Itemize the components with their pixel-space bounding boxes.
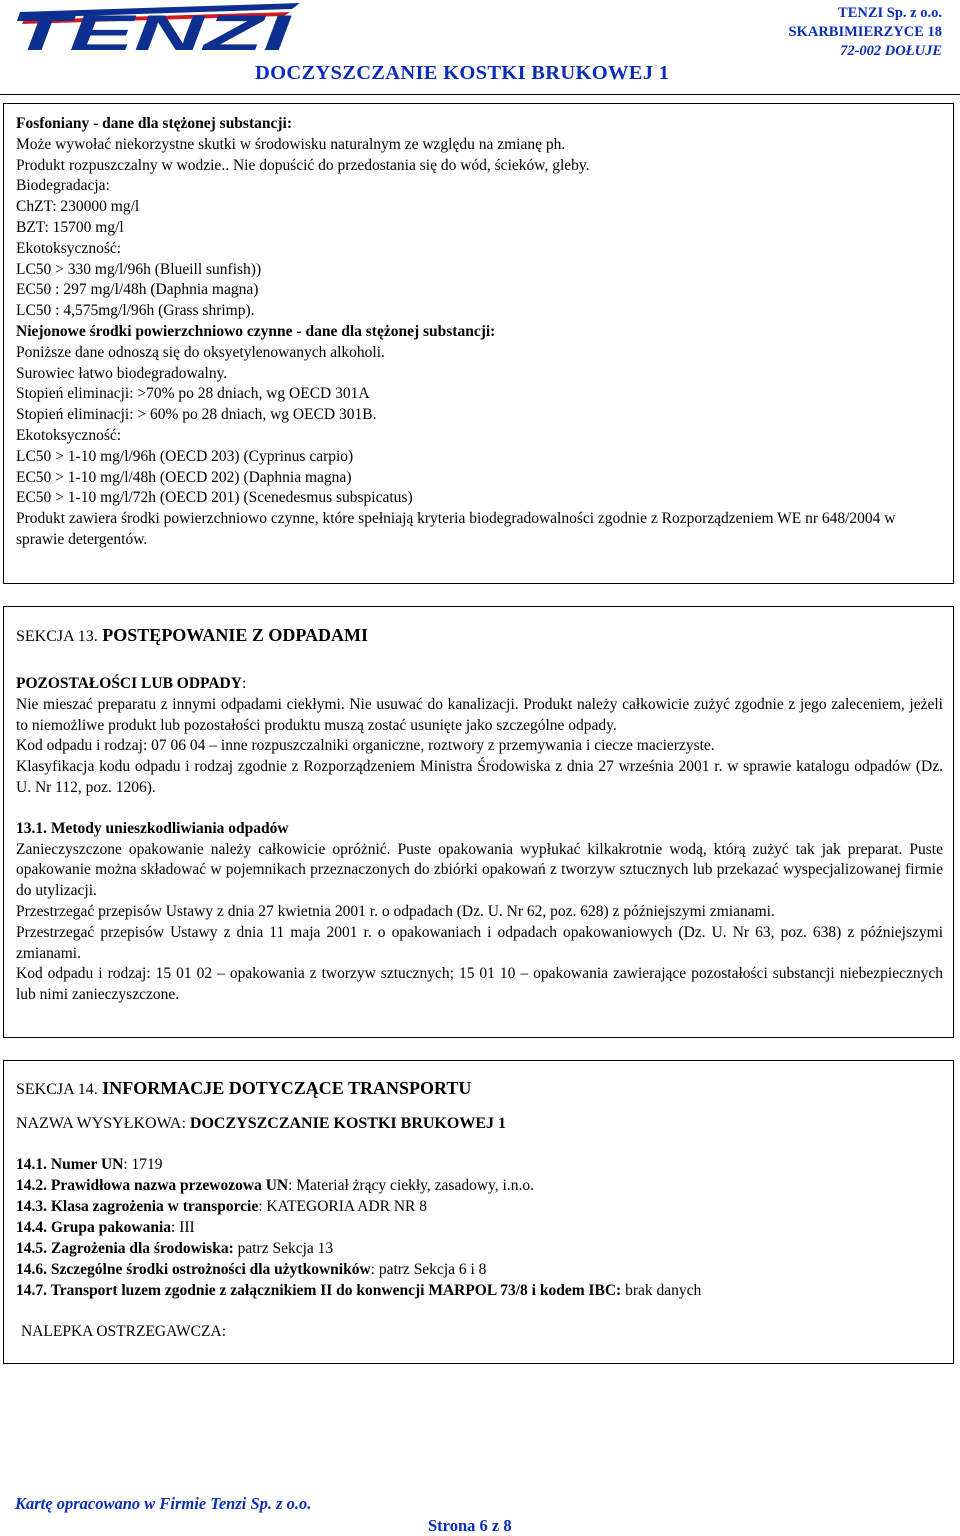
nonionic-heading: Niejonowe środki powierzchniowo czynne - dane dla stężonej substancji: [16,322,496,340]
section-13-heading [16,622,943,650]
item-label: 14.1. Numer UN [16,1156,124,1173]
text-line: Stopień eliminacji: > 60% po 28 dniach, wg OECD 301B. [16,406,377,424]
company-street: SKARBIMIERZYCE 18 [788,24,942,40]
text-line: Ekotoksyczność: [16,239,122,257]
document-title: DOCZYSZCZANIE KOSTKI BRUKOWEJ 1 [255,62,670,84]
warning-label-heading: NALEPKA OSTRZEGAWCZA [21,1323,222,1340]
text-line: Surowiec łatwo biodegradowalny. [16,364,228,382]
transport-item-shipping-name [16,1175,943,1196]
item-label: 14.6. Szczególne środki ostrożności dla użytkowników [16,1261,371,1278]
item-value: : patrz Sekcja 6 i 8 [370,1261,487,1278]
residues-heading: POZOSTAŁOŚCI LUB ODPADY [16,675,242,692]
transport-item-hazard-class [16,1196,943,1217]
item-label: 14.5. Zagrożenia dla środowiska: [16,1240,234,1257]
text-line: EC50 > 1-10 mg/l/72h (OECD 201) (Scenedesmus subspicatus) [16,489,413,507]
text-line: LC50 : 4,575mg/l/96h (Grass shrimp). [16,302,255,320]
ecology-info-box [3,103,954,584]
disposal-methods-heading: 13.1. Metody unieszkodliwiania odpadów [16,819,289,837]
text-line: LC50 > 1-10 mg/l/96h (OECD 203) (Cyprinus carpio) [16,447,354,465]
transport-item-bulk [16,1280,943,1301]
item-value: : 1719 [123,1156,163,1173]
page-number: Strona 6 z 8 [428,1516,512,1535]
detergent-compliance-text: Produkt zawiera środki powierzchniowo czynne, które spełniają kryteria biodegradowalności zgodnie z Rozporządzeniem WE nr 648/2004 w sprawie detergentów. [16,510,896,548]
text-line: BZT: 15700 mg/l [16,218,124,236]
text-line: LC50 > 330 mg/l/96h (Blueill sunfish)) [16,260,262,278]
text-line: Poniższe dane odnoszą się do oksyetylenowanych alkoholi. [16,343,385,361]
residues-colon: : [241,675,247,692]
section-14-box [3,1060,954,1364]
transport-item-precautions [16,1259,943,1280]
text-line: Biodegradacja: [16,177,110,195]
section-13-title: POSTĘPOWANIE Z ODPADAMI [102,625,368,645]
tenzi-logo [0,0,300,52]
company-city: 72-002 DOŁUJE [840,43,942,59]
transport-item-un-number [16,1154,943,1175]
law-packaging-text: Przestrzegać przepisów Ustawy z dnia 11 maja 2001 r. o opakowaniach i odpadach opakowaniowych (Dz. U. Nr 63, poz. 638) z późniejszymi zmianami. [16,923,943,962]
item-value: : KATEGORIA ADR NR 8 [258,1198,428,1215]
text-line: ChZT: 230000 mg/l [16,198,140,216]
logo-text: TENZI [10,5,293,52]
text-line: EC50 : 297 mg/l/48h (Daphnia magna) [16,281,259,299]
section-14-number: SEKCJA 14. [16,1081,98,1098]
section-14-title: INFORMACJE DOTYCZĄCE TRANSPORTU [102,1078,472,1098]
item-value: : III [171,1219,195,1236]
section-14-heading [16,1075,943,1103]
waste-code-text: Kod odpadu i rodzaj: 07 06 04 – inne rozpuszczalniki organiczne, roztwory z przemywania i ciecze macierzyste. [16,737,715,755]
item-label: 14.4. Grupa pakowania [16,1219,172,1236]
classification-text: Klasyfikacja kodu odpadu i rodzaj zgodnie z Rozporządzeniem Ministra Środowiska z dnia 27 września 2001 r. w sprawie katalogu odpadów (Dz. U. Nr 112, poz. 1206). [16,758,943,796]
section-13-number: SEKCJA 13. [16,628,98,645]
text-line: EC50 > 1-10 mg/l/48h (OECD 202) (Daphnia magna) [16,468,352,486]
item-value: brak danych [621,1282,702,1299]
section-13-box [3,606,954,1038]
transport-item-environmental [16,1238,943,1259]
text-line: Może wywołać niekorzystne skutki w środowisku naturalnym ze względu na zmianę ph. [16,135,566,153]
item-value: : Materiał żrący ciekły, zasadowy, i.n.o. [288,1177,534,1194]
residues-text: Nie mieszać preparatu z innymi odpadami ciekłymi. Nie usuwać do kanalizacji. Produkt należy całkowicie zużyć zgodnie z jego zaleceniem, jeżeli to niemożliwe produkt lub pozostałości produktu muszą zostać usunięte jako szczególne odpady. [16,695,943,734]
text-line: Ekotoksyczność: [16,426,122,444]
packaging-text: Zanieczyszczone opakowanie należy całkowicie opróżnić. Puste opakowania wypłukać kilkakrotnie wodą, którą zużyć tak jak preparat. Puste opakowanie można składować w pojemnikach przeznaczonych do zbiórki opakowań z tworzyw sztucznych lub przekazać wyspecjalizowanej firmie do utylizacji. [16,840,943,900]
item-label: 14.2. Prawidłowa nazwa przewozowa UN [16,1177,289,1194]
transport-item-packing-group [16,1217,943,1238]
warning-label-colon: : [221,1323,226,1340]
shipping-name-label: NAZWA WYSYŁKOWA: [16,1115,190,1132]
company-info [789,4,942,61]
company-name: TENZI Sp. z o.o. [838,5,942,21]
law-waste-text: Przestrzegać przepisów Ustawy z dnia 27 kwietnia 2001 r. o odpadach (Dz. U. Nr 62, poz. 628) z późniejszymi zmianami. [16,902,775,920]
shipping-name-row [16,1113,943,1134]
packaging-code-text: Kod odpadu i rodzaj: 15 01 02 – opakowania z tworzyw sztucznych; 15 01 10 – opakowania zawierające pozostałości substancji niebezpiecznych lub nimi zanieczyszczone. [16,965,943,1004]
warning-label-row [16,1321,943,1342]
item-value: patrz Sekcja 13 [233,1240,334,1257]
text-line: Stopień eliminacji: >70% po 28 dniach, wg OECD 301A [16,385,370,403]
shipping-name-value: DOCZYSZCZANIE KOSTKI BRUKOWEJ 1 [189,1115,506,1132]
item-label: 14.7. Transport luzem zgodnie z załącznikiem II do konwencji MARPOL 73/8 i kodem IBC: [16,1282,622,1299]
text-line: Produkt rozpuszczalny w wodzie.. Nie dopuścić do przedostania się do wód, ścieków, gleby. [16,156,590,174]
header-divider [0,94,960,95]
item-label: 14.3. Klasa zagrożenia w transporcie [16,1198,259,1215]
prepared-by-footer: Kartę opracowano w Firmie Tenzi Sp. z o.o. [15,1494,312,1513]
phosphonates-heading: Fosfoniany - dane dla stężonej substancji: [16,115,293,132]
